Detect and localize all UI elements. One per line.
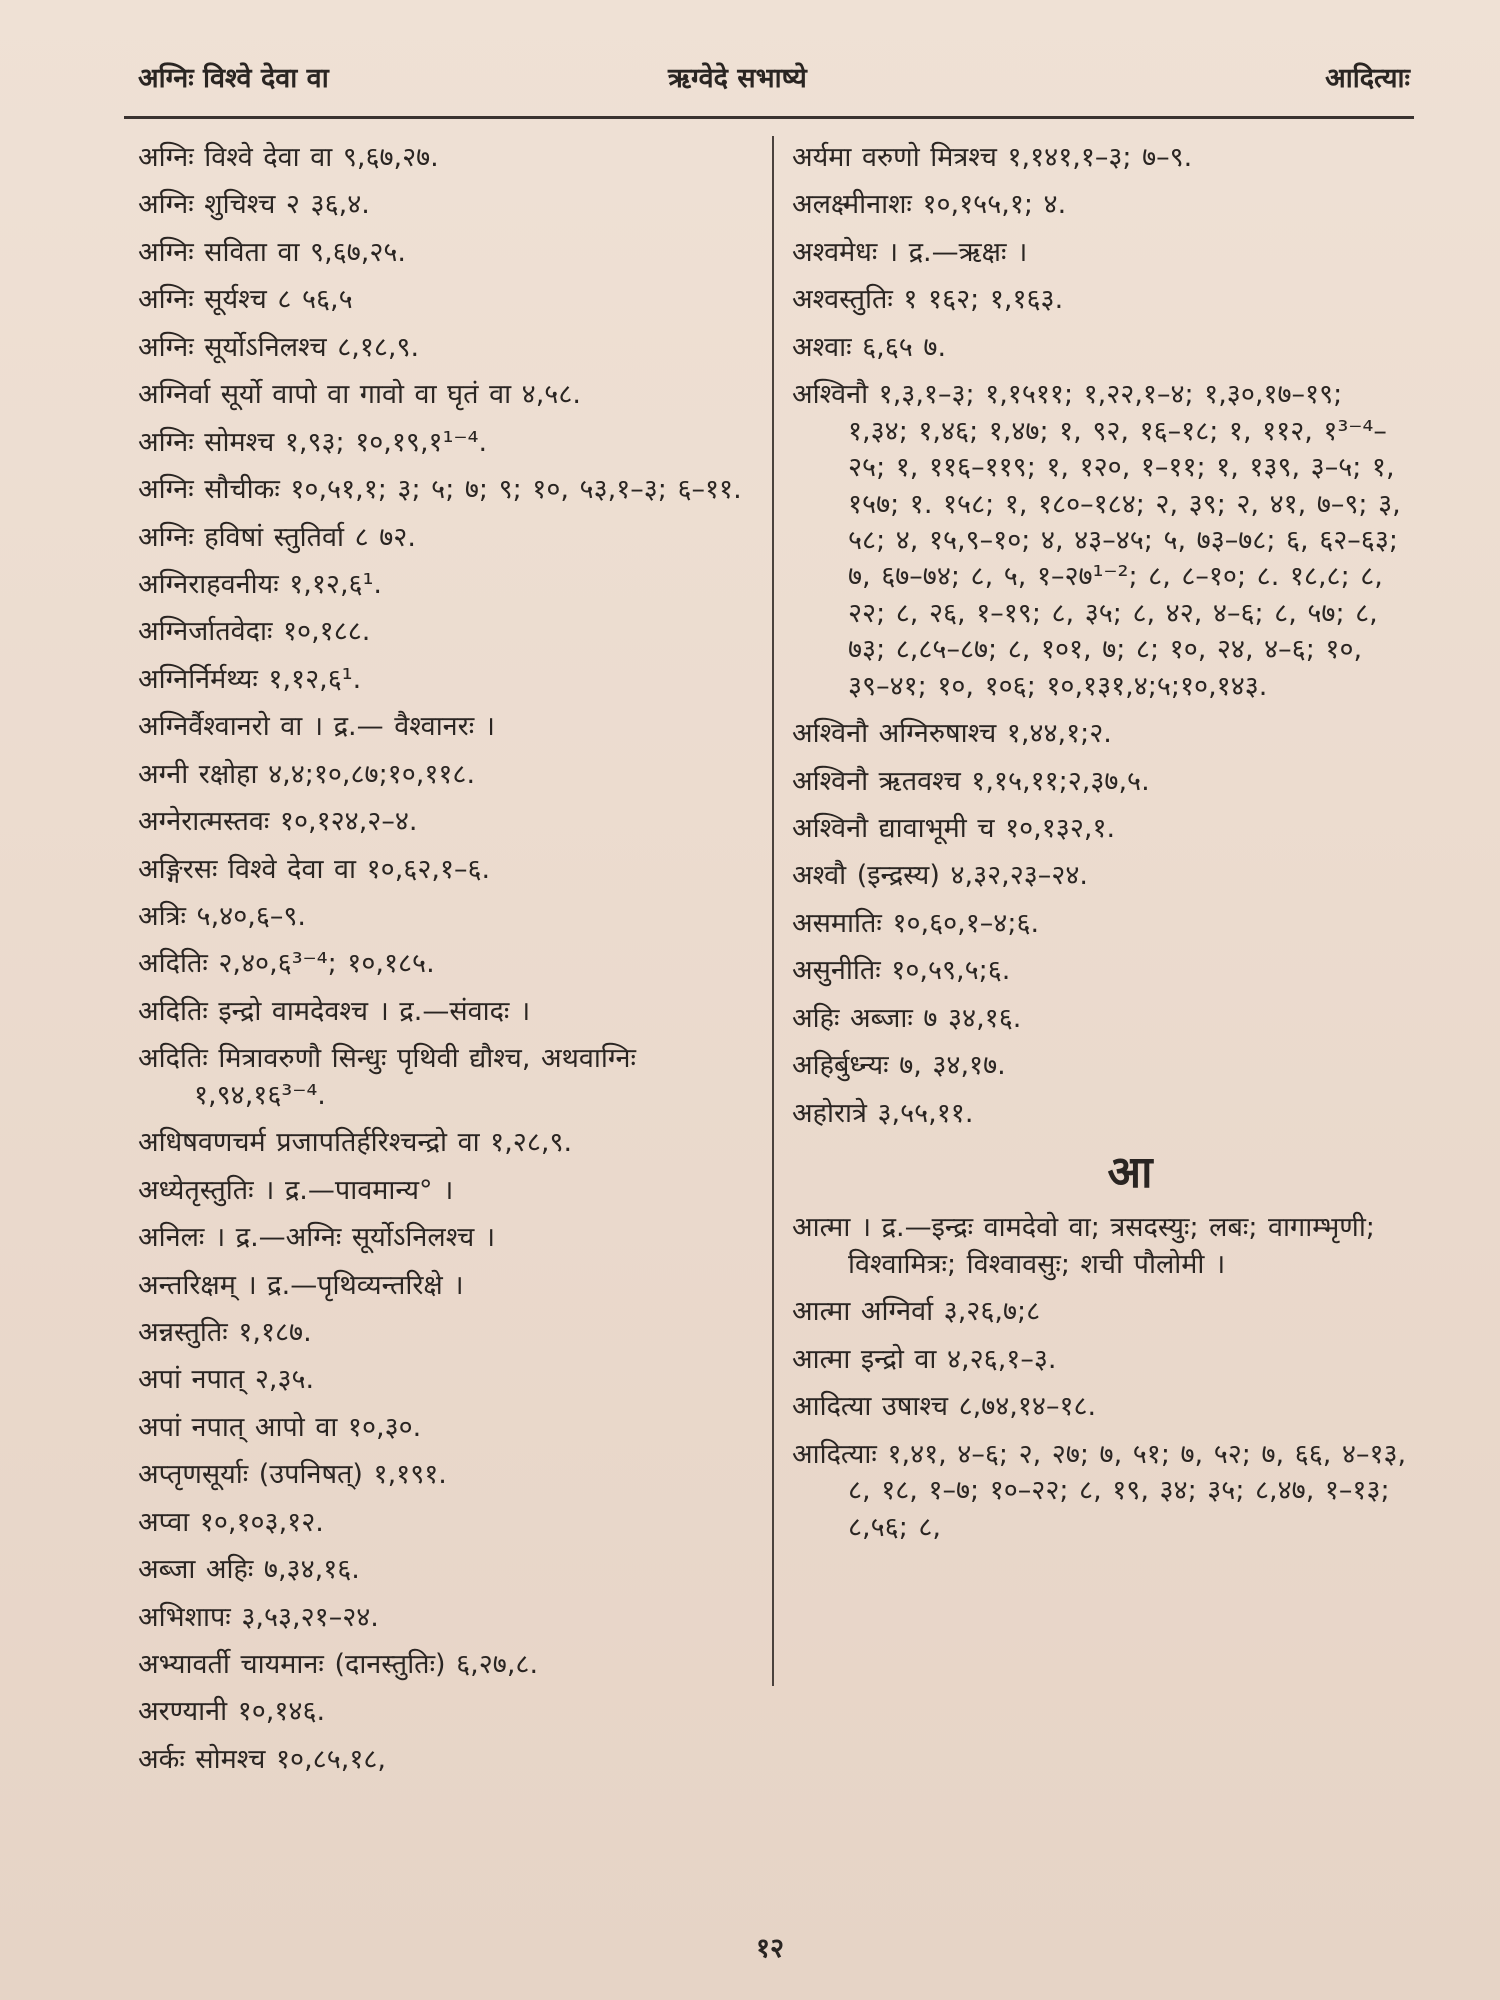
index-entry: अग्निः सविता वा ९,६७,२५. xyxy=(138,236,406,268)
index-entry: अग्निराहवनीयः १,१२,६¹. xyxy=(138,568,382,600)
index-entry: अश्वौ (इन्द्रस्य) ४,३२,२३–२४. xyxy=(792,860,1088,892)
index-entry: अग्निः सूर्योऽनिलश्च ८,१८,९. xyxy=(138,331,420,363)
header-right: आदित्याः xyxy=(1325,63,1410,94)
index-entry: अग्निर्वैश्वानरो वा । द्र.— वैश्वानरः । xyxy=(138,711,495,743)
index-entry: अग्निः शुचिश्च २ ३६,४. xyxy=(138,189,370,221)
index-entry: अङ्गिरसः विश्वे देवा वा १०,६२,१–६. xyxy=(138,853,491,885)
index-entry: अनिलः । द्र.—अग्निः सूर्योऽनिलश्च । xyxy=(138,1222,496,1254)
column-divider xyxy=(772,136,774,1686)
index-entry: अध्येतृस्तुतिः । द्र.—पावमान्य° । xyxy=(138,1174,454,1206)
index-entry: अश्वाः ६,६५ ७. xyxy=(792,331,947,363)
index-entry: अभ्यावर्ती चायमानः (दानस्तुतिः) ६,२७,८. xyxy=(138,1649,539,1680)
index-entry: अहोरात्रे ३,५५,११. xyxy=(792,1097,974,1129)
right-column xyxy=(792,140,1412,1557)
index-entry: अश्वमेधः । द्र.—ऋक्षः । xyxy=(792,236,1028,268)
index-entry: अहिः अब्जाः ७ ३४,१६. xyxy=(792,1002,1022,1034)
index-entry: अग्निः सूर्यश्च ८ ५६,५ xyxy=(138,284,353,316)
index-entry: असमातिः १०,६०,१–४;६. xyxy=(792,907,1040,939)
index-entry: अग्निर्वा सूर्यो वापो वा गावो वा घृतं वा ४,५८. xyxy=(138,379,581,411)
index-entry: अग्निर्जातवेदाः १०,१८८. xyxy=(138,616,371,648)
index-entry: अग्नी रक्षोहा ४,४;१०,८७;१०,११८. xyxy=(138,758,476,790)
index-entry: अर्कः सोमश्च १०,८५,१८, xyxy=(138,1743,386,1775)
index-entry: अलक्ष्मीनाशः १०,१५५,१; ४. xyxy=(792,189,1067,221)
index-entry: अन्नस्तुतिः १,१८७. xyxy=(138,1316,312,1348)
header-center: ऋग्वेदे सभाष्ये xyxy=(668,63,807,94)
index-entry: अग्निर्निर्मथ्यः १,१२,६¹. xyxy=(138,663,362,695)
index-entry: अश्विनौ द्यावाभूमी च १०,१३२,१. xyxy=(792,813,1116,844)
page-header xyxy=(138,58,1410,98)
page-number: १२ xyxy=(755,1933,785,1964)
index-entry: असुनीतिः १०,५९,५;६. xyxy=(792,955,1011,987)
index-entry: अपां नपात् आपो वा १०,३०. xyxy=(138,1411,422,1443)
index-entry: अदितिः मित्रावरुणौ सिन्धुः पृथिवी द्यौश्च, अथवाग्निः १,९४,१६³⁻⁴. xyxy=(138,1043,636,1111)
index-entry: अप्वा १०,१०३,१२. xyxy=(138,1506,324,1538)
index-entry: अदितिः २,४०,६³⁻⁴; १०,१८५. xyxy=(138,948,435,980)
index-entry: अरण्यानी १०,१४६. xyxy=(138,1696,326,1728)
header-rule xyxy=(124,116,1414,119)
index-entry: अहिर्बुध्न्यः ७, ३४,१७. xyxy=(792,1050,1006,1082)
index-entry: अश्विनौ अग्निरुषाश्च १,४४,१;२. xyxy=(792,718,1112,750)
index-entry: आदित्या उषाश्च ८,७४,१४–१८. xyxy=(792,1391,1097,1423)
index-entry: अग्निः विश्वे देवा वा ९,६७,२७. xyxy=(138,142,439,173)
left-column xyxy=(138,140,758,1789)
index-entry: अब्जा अहिः ७,३४,१६. xyxy=(138,1554,360,1586)
index-entry: अग्निः सोमश्च १,९३; १०,१९,१¹⁻⁴. xyxy=(138,426,488,458)
index-entry: अदितिः इन्द्रो वामदेवश्च । द्र.—संवादः । xyxy=(138,995,531,1027)
index-entry: अत्रिः ५,४०,६–९. xyxy=(138,901,307,932)
index-entry: अन्तरिक्षम् । द्र.—पृथिव्यन्तरिक्षे । xyxy=(138,1269,464,1301)
index-entry: अग्निः हविषां स्तुतिर्वा ८ ७२. xyxy=(138,521,416,553)
index-entry: अग्निः सौचीकः १०,५१,१; ३; ५; ७; ९; १०, ५३,१–३; ६–११. xyxy=(138,474,742,506)
index-entry: अधिषवणचर्म प्रजापतिर्हरिश्चन्द्रो वा १,२८,९. xyxy=(138,1127,573,1159)
index-entry: आत्मा । द्र.—इन्द्रः वामदेवो वा; त्रसदस्युः; लबः; वागाम्भृणी; विश्वामित्रः; विश्वावसुः; शची पौलोमी । xyxy=(792,1212,1375,1280)
index-entry: आत्मा इन्द्रो वा ४,२६,१–३. xyxy=(792,1343,1057,1375)
index-entry: आत्मा अग्निर्वा ३,२६,७;८ xyxy=(792,1296,1041,1328)
index-entry: अप्तृणसूर्याः (उपनिषत्) १,१९१. xyxy=(138,1459,447,1491)
index-entry: अश्विनौ ऋतवश्च १,१५,११;२,३७,५. xyxy=(792,765,1150,797)
index-entry: अभिशापः ३,५३,२१–२४. xyxy=(138,1601,379,1633)
index-entry: अर्यमा वरुणो मित्रश्च १,१४१,१–३; ७–९. xyxy=(792,142,1193,173)
index-entry: अश्विनौ १,३,१–३; १,१५११; १,२२,१–४; १,३०,१७–१९; १,३४; १,४६; १,४७; १, ९२, १६–१८; १, ११२, १³⁻⁴–२५; १, ११६–११९; १, १२०, १–११; १, १३९, ३–५; १, १५७; १. १५८; १, १८०–१८४; २, ३९; २, ४१, ७–९; ३, ५८; ४, १५,९–१०; ४, ४३–४५; ५, ७३–७८; ६, ६२–६३; ७, ६७–७४; ८, ५, १–२७¹⁻²; ८, ८–१०; ८. १८,८; ८, २२; ८, २६, १–१९; ८, ३५; ८, ४२, ४–६; ८, ५७; ८, ७३; ८,८५–८७; ८, १०१, ७; ८; १०, २४, ४–६; १०, ३९–४१; १०, १०६; १०,१३१,४;५;१०,१४३. xyxy=(792,379,1401,702)
index-entry: अग्नेरात्मस्तवः १०,१२४,२–४. xyxy=(138,806,418,838)
index-entry: अपां नपात् २,३५. xyxy=(138,1364,315,1396)
section-heading: आ xyxy=(1107,1147,1153,1199)
header-left: अग्निः विश्वे देवा वा xyxy=(138,63,329,94)
index-entry: अश्वस्तुतिः १ १६२; १,१६३. xyxy=(792,284,1064,316)
index-entry: आदित्याः १,४१, ४–६; २, २७; ७, ५१; ७, ५२; ७, ६६, ४–१३, ८, १८, १–७; १०–२२; ८, १९, ३४; ३५; ८,४७, १–१३; ८,५६; ८, xyxy=(792,1438,1407,1543)
